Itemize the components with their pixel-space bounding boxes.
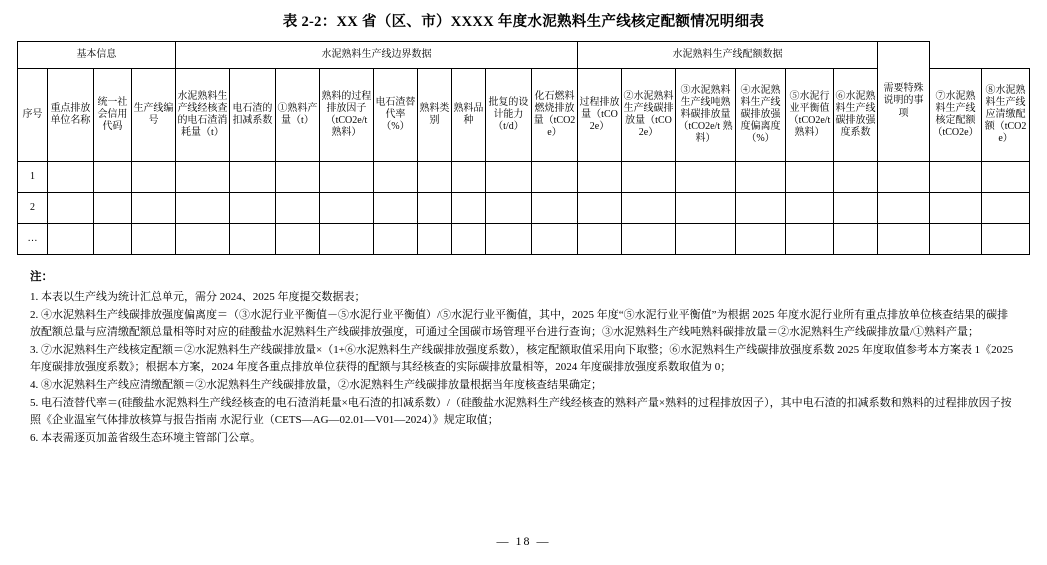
cell-process-emission-factor[interactable] [319,162,373,193]
column-header-intensity-deviation: ④水泥熟料生产线碳排放强度偏离度（%） [736,69,786,162]
cell-carbide-slag-substitution-rate[interactable] [373,193,417,224]
column-header-clinker-category: 熟料类别 [417,69,451,162]
column-header-line-carbon-emission: ②水泥熟料生产线碳排放量（tCO2e） [622,69,676,162]
cell-payable-quota[interactable] [930,193,982,224]
cell-design-capacity[interactable] [485,193,531,224]
table-row [17,224,1029,255]
cell-carbide-slag-substitution-rate[interactable] [373,162,417,193]
cell-line-carbon-emission[interactable] [622,193,676,224]
cell-line-code[interactable] [131,224,175,255]
cell-clinker-output[interactable] [275,193,319,224]
cell-fossil-fuel-emission[interactable] [531,224,577,255]
group-header-quota-data: 水泥熟料生产线配额数据 [578,42,878,69]
column-header-credit-code: 统一社会信用代码 [93,69,131,162]
group-header-basic-info: 基本信息 [17,42,175,69]
cell-intensity-coefficient[interactable] [834,224,878,255]
cell-process-emission[interactable] [578,224,622,255]
cell-clinker-variety[interactable] [451,193,485,224]
cell-design-capacity[interactable] [485,162,531,193]
note-item-1: 1. 本表以生产线为统计汇总单元，需分 2024、2025 年度提交数据表； [30,290,366,303]
cell-design-capacity[interactable] [485,224,531,255]
column-header-clinker-variety: 熟料品种 [451,69,485,162]
cell-intensity-deviation[interactable] [736,224,786,255]
column-header-design-capacity: 批复的设计能力（t/d） [485,69,531,162]
column-header-line-code: 生产线编号 [131,69,175,162]
cell-clinker-category[interactable] [417,162,451,193]
cell-clinker-category[interactable] [417,193,451,224]
cell-payable-quota[interactable] [930,224,982,255]
note-item-2: 2. ④水泥熟料生产线碳排放强度偏离度＝（③水泥行业平衡值－⑤水泥行业平衡值）/⑤水泥行业平衡值，其中，2025 年度“⑤水泥行业平衡值”为根据 2025 年度水泥行业所有重点排放单位核查结果的碳排放配额总量与应清缴配额总量相等时对应的硅酸盐水泥熟料生产线碳排放强度，可通过全国碳市场管理平台进行查询；③水泥熟料生产线吨熟料碳排放量＝②水泥熟料生产线碳排放量/①熟料产量； [30,308,1009,338]
cell-approved-quota[interactable] [878,224,930,255]
quota-detail-table [17,41,1030,255]
column-header-payable-quota: ⑧水泥熟料生产线应清缴配额（tCO2e） [982,69,1030,162]
column-header-intensity-coefficient: ⑥水泥熟料生产线碳排放强度系数 [834,69,878,162]
cell-carbide-slag-consumption[interactable] [175,193,229,224]
row-seq: 1 [17,162,47,193]
row-seq: 2 [17,193,47,224]
cell-fossil-fuel-emission[interactable] [531,193,577,224]
cell-carbide-slag-deduction-factor[interactable] [229,193,275,224]
column-header-carbide-slag-consumption: 水泥熟料生产线经核查的电石渣消耗量（t） [175,69,229,162]
note-item-4: 4. ⑧水泥熟料生产线应清缴配额＝②水泥熟料生产线碳排放量，②水泥熟料生产线碳排放量根据当年度核查结果确定； [30,379,602,392]
cell-process-emission[interactable] [578,162,622,193]
cell-industry-balance-value[interactable] [786,193,834,224]
cell-process-emission[interactable] [578,193,622,224]
cell-industry-balance-value[interactable] [786,162,834,193]
cell-industry-balance-value[interactable] [786,224,834,255]
column-header-entity-name: 重点排放单位名称 [47,69,93,162]
cell-carbide-slag-deduction-factor[interactable] [229,162,275,193]
page-title: 表 2-2：XX 省（区、市）XXXX 年度水泥熟料生产线核定配额情况明细表 [282,14,765,30]
table-row [17,193,1029,224]
group-header-boundary-data: 水泥熟料生产线边界数据 [175,42,577,69]
column-header-carbide-slag-deduction-factor: 电石渣的扣减系数 [229,69,275,162]
cell-intensity-coefficient[interactable] [834,193,878,224]
cell-clinker-output[interactable] [275,224,319,255]
cell-intensity-deviation[interactable] [736,193,786,224]
cell-line-carbon-emission[interactable] [622,224,676,255]
cell-credit-code[interactable] [93,224,131,255]
cell-line-code[interactable] [131,193,175,224]
cell-credit-code[interactable] [93,193,131,224]
column-header-process-emission: 过程排放量（tCO2e） [578,69,622,162]
row-seq: … [17,224,47,255]
cell-carbide-slag-consumption[interactable] [175,162,229,193]
cell-carbide-slag-consumption[interactable] [175,224,229,255]
column-header-special-notes: 需要特殊说明的事项 [878,42,930,162]
note-item-6: 6. 本表需逐页加盖省级生态环境主管部门公章。 [30,432,261,445]
column-header-per-ton-carbon-emission: ③水泥熟料生产线吨熟料碳排放量（tCO2e/t 熟料） [676,69,736,162]
cell-per-ton-carbon-emission[interactable] [676,224,736,255]
cell-per-ton-carbon-emission[interactable] [676,193,736,224]
cell-clinker-variety[interactable] [451,162,485,193]
column-header-industry-balance-value: ⑤水泥行业平衡值（tCO2e/t 熟料） [786,69,834,162]
column-header-approved-quota: ⑦水泥熟料生产线核定配额（tCO2e） [930,69,982,162]
table-group-header-row [17,42,1029,69]
cell-intensity-coefficient[interactable] [834,162,878,193]
column-header-fossil-fuel-emission: 化石燃料燃烧排放量（tCO2e） [531,69,577,162]
cell-clinker-category[interactable] [417,224,451,255]
cell-approved-quota[interactable] [878,193,930,224]
cell-credit-code[interactable] [93,162,131,193]
column-header-process-emission-factor: 熟料的过程排放因子（tCO2e/t 熟料） [319,69,373,162]
cell-special-notes[interactable] [982,193,1030,224]
column-header-clinker-output: ①熟料产量（t） [275,69,319,162]
cell-entity-name[interactable] [47,162,93,193]
column-header-carbide-slag-substitution-rate: 电石渣替代率（%） [373,69,417,162]
cell-process-emission-factor[interactable] [319,224,373,255]
cell-line-code[interactable] [131,162,175,193]
cell-payable-quota[interactable] [930,162,982,193]
notes-title: 注： [30,271,53,283]
cell-clinker-variety[interactable] [451,224,485,255]
document-page [0,10,1047,565]
cell-entity-name[interactable] [47,224,93,255]
notes-section [30,269,1017,447]
cell-intensity-deviation[interactable] [736,162,786,193]
cell-approved-quota[interactable] [878,162,930,193]
page-number: — 18 — [496,534,551,548]
note-item-3: 3. ⑦水泥熟料生产线核定配额＝②水泥熟料生产线碳排放量×（1+⑥水泥熟料生产线碳排放强度系数），核定配额取值采用向下取整；⑥水泥熟料生产线碳排放强度系数 2025 年度取值参考本方案表 1《2025 年度碳排放强度系数》；根据本方案，2024 年度各重点排放单位获得的配额与其经核查的实际碳排放量相等，2024 年度碳排放强度系数取值为 0； [30,343,1014,373]
cell-carbide-slag-substitution-rate[interactable] [373,224,417,255]
cell-special-notes[interactable] [982,162,1030,193]
cell-process-emission-factor[interactable] [319,193,373,224]
cell-entity-name[interactable] [47,193,93,224]
cell-carbide-slag-deduction-factor[interactable] [229,224,275,255]
cell-fossil-fuel-emission[interactable] [531,162,577,193]
cell-line-carbon-emission[interactable] [622,162,676,193]
table-row [17,162,1029,193]
column-header-seq: 序号 [17,69,47,162]
cell-per-ton-carbon-emission[interactable] [676,162,736,193]
note-item-5: 5. 电石渣替代率＝(硅酸盐水泥熟料生产线经核查的电石渣消耗量×电石渣的扣减系数）/（硅酸盐水泥熟料生产线经核查的熟料产量×熟料的过程排放因子），其中电石渣的扣减系数和熟料的过程排放因子按照《企业温室气体排放核算与报告指南 水泥行业（CETS—AG—02.01—V01—2024）》规定取值； [30,397,1012,427]
cell-clinker-output[interactable] [275,162,319,193]
cell-special-notes[interactable] [982,224,1030,255]
